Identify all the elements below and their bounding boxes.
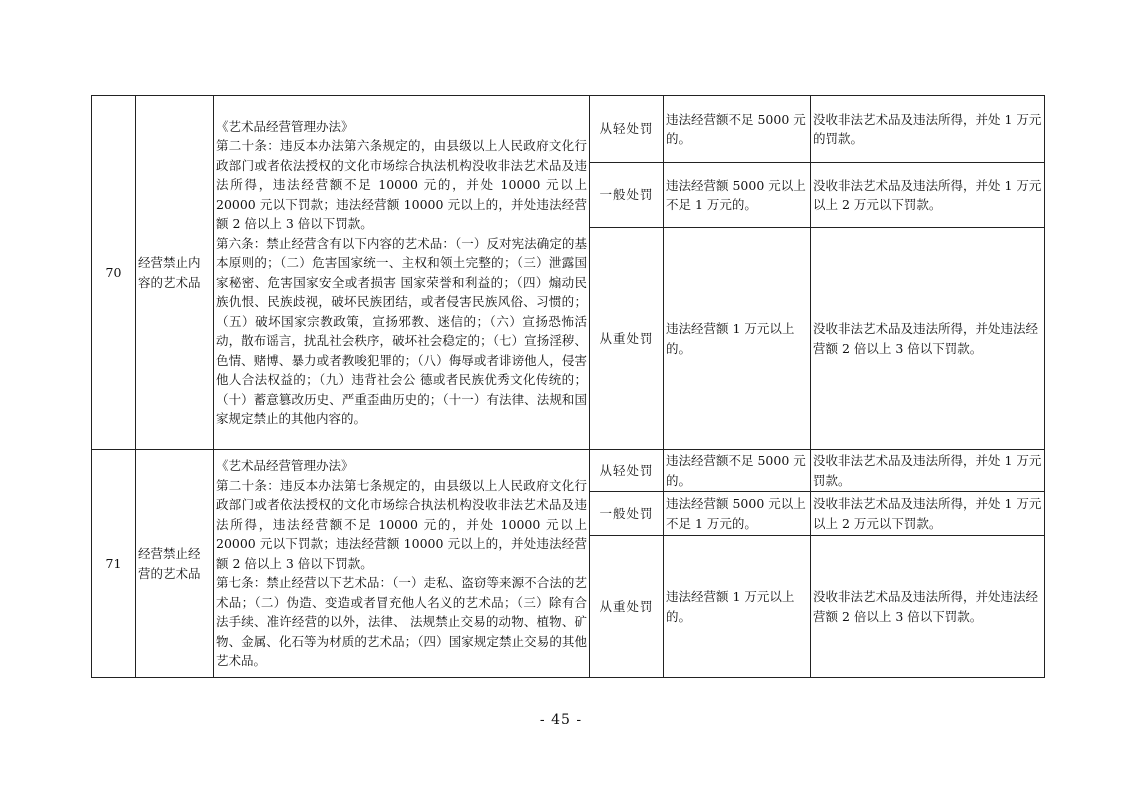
- penalty-level: 从重处罚: [590, 536, 664, 678]
- violation-item: 经营禁止经营的艺术品: [136, 450, 214, 678]
- page-number: - 45 -: [539, 712, 583, 728]
- penalty-level: 从轻处罚: [590, 96, 664, 163]
- penalty-condition: 违法经营额不足 5000 元的。: [664, 96, 811, 163]
- penalty-condition: 违法经营额 1 万元以上的。: [664, 228, 811, 450]
- penalty-standards-table: [91, 95, 1045, 678]
- penalty-content: 没收非法艺术品及违法所得，并处 1 万元以上 2 万元以下罚款。: [811, 492, 1045, 536]
- basis-paragraph: 《艺术品经营管理办法》: [216, 118, 354, 134]
- table-row: [92, 96, 1045, 163]
- penalty-level: 一般处罚: [590, 163, 664, 228]
- violation-item: 经营禁止内容的艺术品: [136, 96, 214, 450]
- penalty-level: 从重处罚: [590, 228, 664, 450]
- penalty-condition: 违法经营额 1 万元以上的。: [664, 536, 811, 678]
- basis-paragraph: 《艺术品经营管理办法》: [216, 458, 354, 474]
- penalty-level: 一般处罚: [590, 492, 664, 536]
- penalty-content: 没收非法艺术品及违法所得，并处违法经营额 2 倍以上 3 倍以下罚款。: [811, 228, 1045, 450]
- penalty-content: 没收非法艺术品及违法所得，并处 1 万元罚款。: [811, 450, 1045, 492]
- penalty-level: 从轻处罚: [590, 450, 664, 492]
- basis-paragraph: 第二十条：违反本办法第六条规定的，由县级以上人民政府文化行政部门或者依法授权的文化市场综合执法机构没收非法艺术品及违法所得，违法经营额不足 10000 元的，并处 10000 元以上 20000 元以下罚款；违法经营额 10000 元以上的，并处违法经营额 2 倍以上 3 倍以下罚款。: [216, 138, 587, 231]
- penalty-condition: 违法经营额 5000 元以上不足 1 万元的。: [664, 492, 811, 536]
- table-row: [92, 450, 1045, 492]
- item-number: 70: [92, 96, 136, 450]
- basis-paragraph: 第七条：禁止经营以下艺术品：（一）走私、盗窃等来源不合法的艺术品；（二）伪造、变造或者冒充他人名义的艺术品；（三）除有合法手续、准许经营的以外，法律、 法规禁止交易的动物、植物、矿物、金属、化石等为材质的艺术品；（四）国家规定禁止交易的其他艺术品。: [216, 575, 587, 669]
- penalty-condition: 违法经营额不足 5000 元的。: [664, 450, 811, 492]
- legal-basis: [214, 96, 590, 450]
- legal-basis: [214, 450, 590, 678]
- penalty-content: 没收非法艺术品及违法所得，并处 1 万元的罚款。: [811, 96, 1045, 163]
- penalty-content: 没收非法艺术品及违法所得，并处 1 万元以上 2 万元以下罚款。: [811, 163, 1045, 228]
- penalty-content: 没收非法艺术品及违法所得，并处违法经营额 2 倍以上 3 倍以下罚款。: [811, 536, 1045, 678]
- basis-paragraph: 第二十条：违反本办法第七条规定的，由县级以上人民政府文化行政部门或者依法授权的文化市场综合执法机构没收非法艺术品及违法所得，违法经营额不足 10000 元的，并处 10000 元以上 20000 元以下罚款；违法经营额 10000 元以上的，并处违法经营额 2 倍以上 3 倍以下罚款。: [216, 477, 587, 571]
- penalty-condition: 违法经营额 5000 元以上不足 1 万元的。: [664, 163, 811, 228]
- item-number: 71: [92, 450, 136, 678]
- basis-paragraph: 第六条：禁止经营含有以下内容的艺术品：（一）反对宪法确定的基本原则的；（二）危害国家统一、主权和领土完整的；（三）泄露国家秘密、危害国家安全或者损害 国家荣誉和利益的；（四）煽动民族仇恨、民族歧视，破坏民族团结，或者侵害民族风俗、习惯的；（五）破坏国家宗教政策，宣扬邪教、迷信的；（六）宣扬恐怖活动，散布谣言，扰乱社会秩序，破坏社会稳定的；（七）宣扬淫秽、色情、赌博、暴力或者教唆犯罪的；（八）侮辱或者诽谤他人，侵害他人合法权益的；（九）违背社会公 德或者民族优秀文化传统的；（十）蓄意篡改历史、严重歪曲历史的；（十一）有法律、法规和国家规定禁止的其他内容的。: [216, 235, 587, 426]
